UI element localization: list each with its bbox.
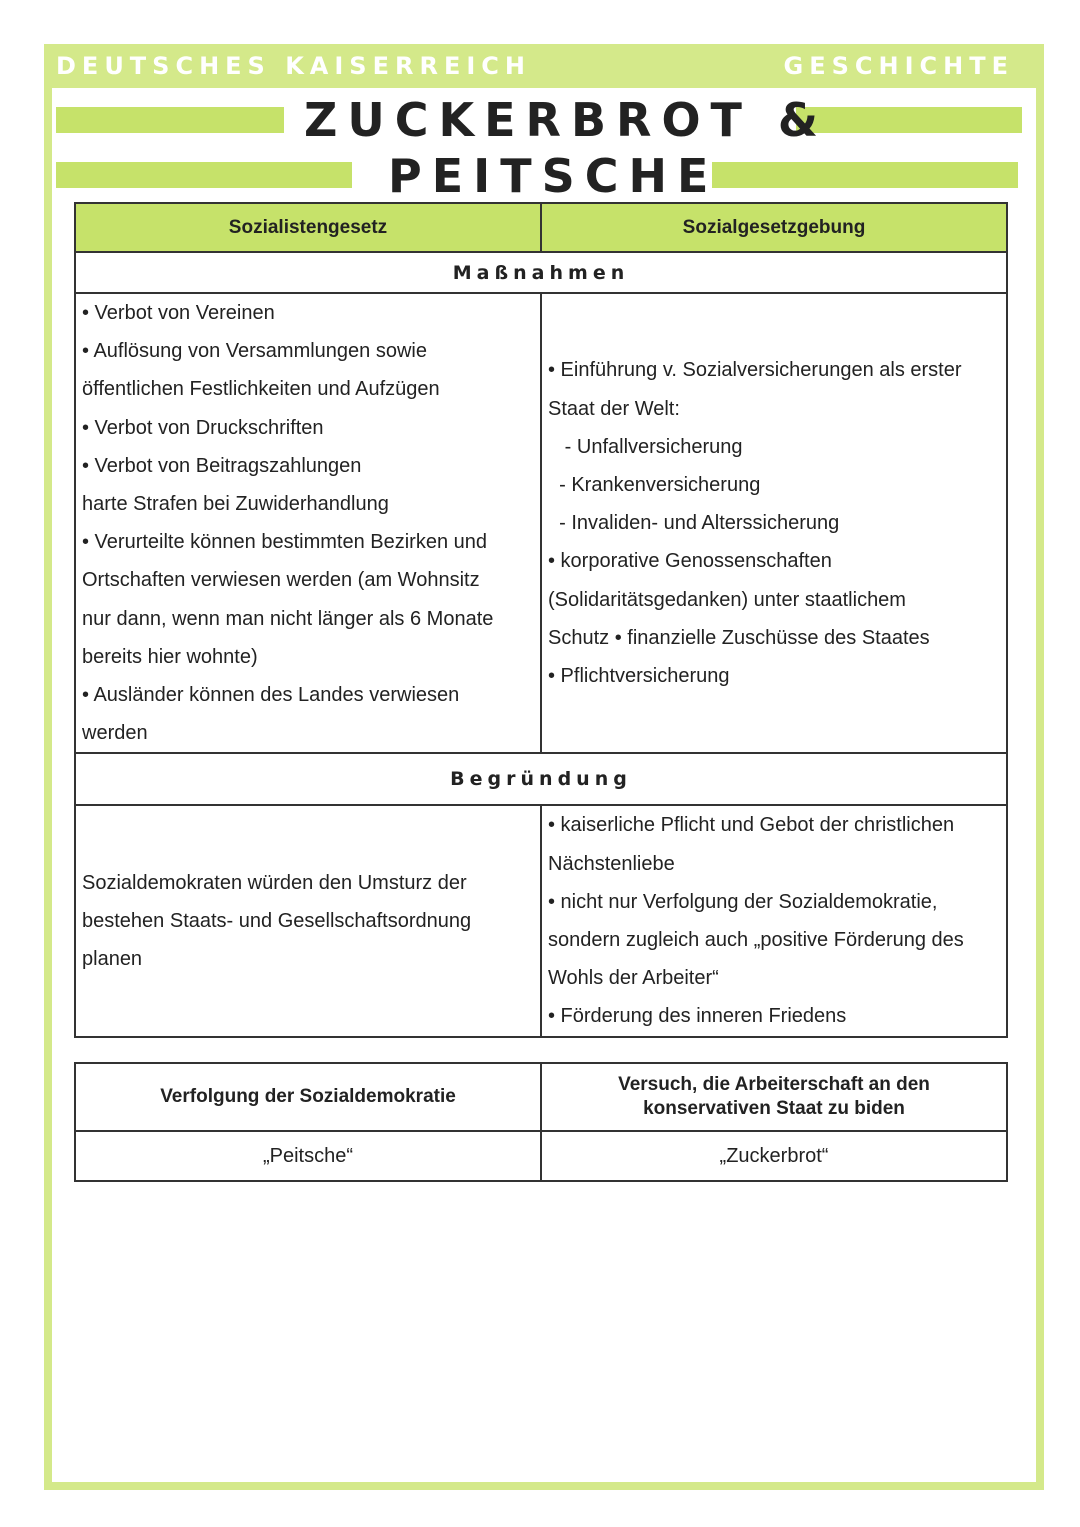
list-line: - Krankenversicherung (548, 473, 761, 496)
summary-head-right (541, 1063, 1007, 1131)
list-line: • kaiserliche Pflicht und Gebot der christlichen (548, 814, 955, 837)
list-line: Ortschaften verwiesen werden (am Wohnsitz (82, 569, 480, 592)
begruendung-left-list (82, 864, 536, 979)
list-line: - Invaliden- und Alterssicherung (548, 512, 840, 535)
list-line: - Unfallversicherung (548, 435, 743, 458)
list-line: bereits hier wohnte) (82, 645, 258, 668)
section-header-begruendung: Begründung (75, 753, 1007, 805)
list-line: Nächstenliebe (548, 852, 675, 875)
list-line: nur dann, wenn man nicht länger als 6 Monate (82, 607, 494, 630)
list-line: • Verbot von Druckschriften (82, 416, 324, 439)
subject-topic-label: DEUTSCHES KAISERREICH (56, 52, 531, 80)
list-line: werden (82, 722, 148, 745)
summary-value-peitsche: „Peitsche“ (75, 1131, 541, 1181)
section-header-massnahmen: Maßnahmen (75, 252, 1007, 293)
list-line: Schutz • finanzielle Zuschüsse des Staates (548, 626, 930, 649)
massnahmen-left-list (82, 294, 536, 752)
summary-table (74, 1062, 1008, 1182)
list-line: Wohls der Arbeiter“ (548, 967, 719, 990)
list-line: • Förderung des inneren Friedens (548, 1005, 847, 1028)
subject-label: GESCHICHTE (783, 52, 1014, 80)
title-decor-bar (796, 107, 1022, 133)
massnahmen-right-list (548, 351, 1002, 695)
massnahmen-left-cell (75, 293, 541, 753)
list-line: • korporative Genossenschaften (548, 550, 832, 573)
list-line: • Verbot von Beitragszahlungen (82, 454, 362, 477)
list-line: • Auflösung von Versammlungen sowie (82, 340, 427, 363)
page-title-line1: ZUCKERBROT & (304, 93, 829, 147)
list-line: Staat der Welt: (548, 397, 680, 420)
list-line: (Solidaritätsgedanken) unter staatlichem (548, 588, 906, 611)
comparison-table (74, 202, 1008, 1038)
list-line: • Verbot von Vereinen (82, 302, 275, 324)
massnahmen-right-cell (541, 293, 1007, 753)
list-line: • Ausländer können des Landes verwiesen (82, 684, 460, 707)
title-decor-bar (56, 162, 352, 188)
begruendung-right-cell (541, 805, 1007, 1036)
title-decor-bar (56, 107, 284, 133)
list-line: planen (82, 948, 143, 971)
list-line: • Pflichtversicherung (548, 664, 730, 687)
list-line: sondern zugleich auch „positive Förderung des (548, 929, 964, 952)
list-line: • nicht nur Verfolgung der Sozialdemokratie, (548, 890, 938, 913)
begruendung-left-cell (75, 805, 541, 1036)
title-decor-bar (712, 162, 1018, 188)
list-line: harte Strafen bei Zuwiderhandlung (82, 493, 389, 516)
begruendung-right-list (548, 806, 1002, 1035)
list-line: öffentlichen Festlichkeiten und Aufzügen (82, 378, 440, 401)
summary-head-left: Verfolgung der Sozialdemokratie (75, 1063, 541, 1131)
page-title-line2: PEITSCHE (388, 149, 719, 203)
list-line: bestehen Staats- und Gesellschaftsordnung (82, 909, 472, 932)
list-line: Sozialdemokraten würden den Umsturz der (82, 871, 467, 894)
list-line: • Einführung v. Sozialversicherungen als erster (548, 359, 962, 382)
column-header-sozialistengesetz: Sozialistengesetz (75, 203, 541, 252)
summary-head-right-line2: konservativen Staat zu biden (643, 1098, 905, 1119)
summary-value-zuckerbrot: „Zuckerbrot“ (541, 1131, 1007, 1181)
list-line: • Verurteilte können bestimmten Bezirken und (82, 531, 487, 554)
summary-head-right-line1: Versuch, die Arbeiterschaft an den (618, 1074, 930, 1095)
top-banner (44, 44, 1036, 88)
column-header-sozialgesetzgebung: Sozialgesetzgebung (541, 203, 1007, 252)
